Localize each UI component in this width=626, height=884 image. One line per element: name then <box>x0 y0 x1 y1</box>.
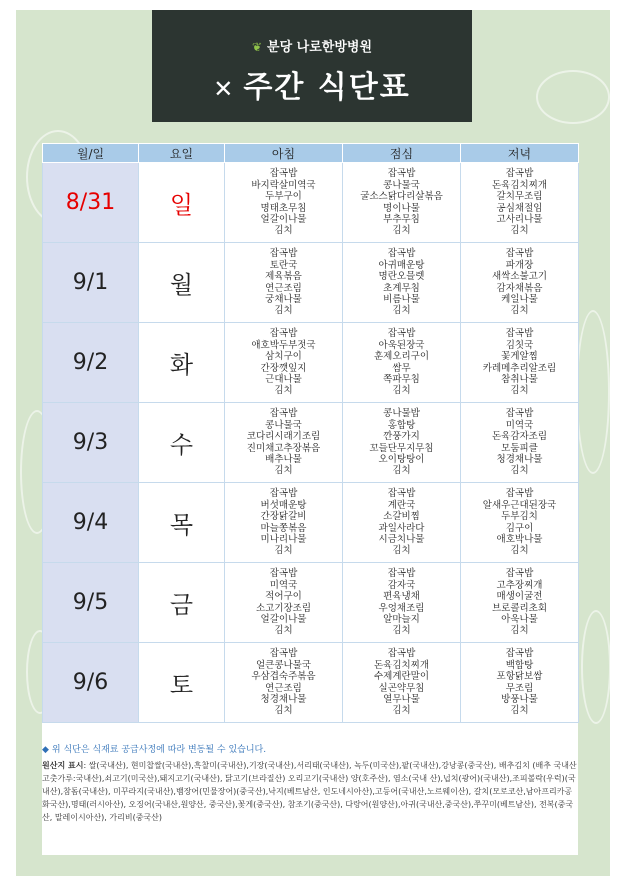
menu-item: 적어구이 <box>265 591 302 603</box>
diamond-icon: ◆ <box>42 745 49 755</box>
menu-item: 김치 <box>392 705 411 717</box>
menu-item: 명란오믈렛 <box>378 271 425 283</box>
menu-item: 잡곡밥 <box>505 408 534 420</box>
weekly-menu-table <box>42 143 579 723</box>
menu-item: 미역국 <box>505 419 534 431</box>
table-row <box>43 483 579 563</box>
table-row <box>43 563 579 643</box>
date-cell: 9/6 <box>43 643 139 723</box>
menu-item: 갈치무조림 <box>496 191 543 203</box>
menu-item: 잡곡밥 <box>387 168 416 180</box>
menu-item: 청경채나물 <box>260 693 307 705</box>
menu-item: 열무나물 <box>383 693 420 705</box>
menu-item: 감자채볶음 <box>496 282 543 294</box>
menu-item: 미나리나물 <box>260 533 307 545</box>
menu-item: 공심채절임 <box>496 202 543 214</box>
column-header-breakfast: 아침 <box>225 144 343 163</box>
menu-item: 얼갈이나물 <box>260 613 307 625</box>
menu-item: 고사리나물 <box>496 213 543 225</box>
menu-item: 실곤약무침 <box>378 682 425 694</box>
menu-item: 잡곡밥 <box>387 648 416 660</box>
menu-item: 바지락살미역국 <box>251 179 316 191</box>
weekday-cell: 일 <box>139 163 225 243</box>
menu-item: 훈제오리구이 <box>373 351 430 363</box>
notes-section <box>42 744 578 824</box>
dinner-cell <box>461 563 579 643</box>
menu-item: 잡곡밥 <box>269 488 298 500</box>
menu-item: 콩나물국 <box>383 179 420 191</box>
decoration-circle <box>576 310 610 474</box>
menu-item: 포항닭보쌈 <box>496 671 543 683</box>
menu-item: 김치 <box>274 705 293 717</box>
menu-item: 깐풍가지 <box>383 431 420 443</box>
menu-item: 알마늘지 <box>383 613 420 625</box>
header-banner <box>152 10 472 122</box>
menu-item: 편육냉채 <box>383 591 420 603</box>
menu-item: 잡곡밥 <box>269 648 298 660</box>
menu-item: 배추나물 <box>265 453 302 465</box>
lunch-cell <box>343 163 461 243</box>
menu-item: 잡곡밥 <box>269 568 298 580</box>
menu-item: 김치 <box>510 225 529 237</box>
menu-item: 김치 <box>510 385 529 397</box>
menu-item: 케일나물 <box>501 293 538 305</box>
utensils-icon: ✕ <box>213 74 236 103</box>
menu-item: 얼갈이나물 <box>260 213 307 225</box>
menu-item: 매생이굴전 <box>496 591 543 603</box>
table-row <box>43 323 579 403</box>
menu-item: 간장깻잎지 <box>260 362 307 374</box>
lunch-cell <box>343 243 461 323</box>
menu-item: 얼큰콩나물국 <box>255 659 312 671</box>
breakfast-cell <box>225 483 343 563</box>
menu-item: 명이나물 <box>383 202 420 214</box>
column-header-lunch: 점심 <box>343 144 461 163</box>
menu-item: 진미채고추장볶음 <box>246 442 321 454</box>
menu-item: 김치 <box>274 385 293 397</box>
breakfast-cell <box>225 403 343 483</box>
weekday-cell: 수 <box>139 403 225 483</box>
menu-item: 꽃게알찜 <box>501 351 538 363</box>
menu-item: 명태초무침 <box>260 202 307 214</box>
weekday-cell: 토 <box>139 643 225 723</box>
menu-item: 잡곡밥 <box>269 328 298 340</box>
menu-item: 토란국 <box>269 259 298 271</box>
menu-item: 두부김치 <box>501 511 538 523</box>
menu-item: 김치 <box>392 465 411 477</box>
menu-item: 김치 <box>392 385 411 397</box>
page-title <box>152 62 472 106</box>
menu-item: 김치 <box>274 465 293 477</box>
menu-item: 잡곡밥 <box>505 488 534 500</box>
page-title-text: 주간 식단표 <box>243 70 411 105</box>
menu-item: 쌈무 <box>392 362 411 374</box>
menu-item: 잡곡밥 <box>505 648 534 660</box>
date-cell: 9/4 <box>43 483 139 563</box>
menu-item: 잡곡밥 <box>269 408 298 420</box>
menu-item: 연근조림 <box>265 682 302 694</box>
menu-item: 콩나물밥 <box>383 408 420 420</box>
menu-item: 김치 <box>510 625 529 637</box>
menu-item: 김치 <box>392 305 411 317</box>
menu-item: 김치 <box>510 705 529 717</box>
date-cell: 9/5 <box>43 563 139 643</box>
weekday-cell: 금 <box>139 563 225 643</box>
notice-line <box>42 744 578 757</box>
lunch-cell <box>343 483 461 563</box>
menu-item: 돈육감자조림 <box>491 431 548 443</box>
menu-item: 김치 <box>392 225 411 237</box>
menu-item: 김치 <box>274 625 293 637</box>
column-header-date: 월/일 <box>43 144 139 163</box>
menu-item: 무조림 <box>505 682 534 694</box>
menu-item: 아욱나물 <box>501 613 538 625</box>
hospital-name <box>152 36 472 55</box>
menu-item: 김치 <box>510 545 529 557</box>
table-header-row <box>43 144 579 163</box>
breakfast-cell <box>225 563 343 643</box>
column-header-day: 요일 <box>139 144 225 163</box>
menu-item: 꼬들단무지무침 <box>369 442 434 454</box>
menu-item: 잡곡밥 <box>387 248 416 260</box>
table-row <box>43 243 579 323</box>
menu-item: 잡곡밥 <box>505 328 534 340</box>
menu-item: 우엉채조림 <box>378 602 425 614</box>
menu-item: 근대나물 <box>265 373 302 385</box>
menu-item: 방풍나물 <box>501 693 538 705</box>
dinner-cell <box>461 163 579 243</box>
menu-item: 알새우근대된장국 <box>482 499 557 511</box>
weekday-cell: 월 <box>139 243 225 323</box>
origin-label: 원산지 표시 <box>42 761 84 770</box>
menu-item: 새싹소불고기 <box>491 271 548 283</box>
dinner-cell <box>461 643 579 723</box>
origin-text: : 쌀(국내산), 현미찹쌀(국내산),흑찰미(국내산),기장(국내산),서리태(국내산), 녹두(미국산),팥(국내산),강낭콩(중국산), 배추김치 (배추 국내산 고춧가루:국내산),쇠고기(미국산),돼지고기(국내산), 닭고기(브라질산) 오리고기(국내산) 양(호주산), 염소(국내 산),넙치(광어)(국내산),조피볼락(우럭)(국내산),참돔(국내산), 미꾸라지(국내산),뱀장어(민물장어)(중국산),낙지(베트남산, 인도네시아산),고등어(국내산,노르웨이산), 갈치(모로코산,남아프리카공화국산),명태(러시아산), 오징어(국내산,원양산, 중국산),꽃게(중국산), 참조기(중국산), 다랑어(원양산),아귀(국내산,중국산),쭈꾸미(베트남산), 전복(중국산, 말레이시아산), 가리비(중국산) <box>42 761 577 822</box>
decoration-circle <box>581 610 611 724</box>
menu-item: 아욱된장국 <box>378 339 425 351</box>
table-row <box>43 403 579 483</box>
menu-item: 김구이 <box>505 522 534 534</box>
menu-item: 소갈비찜 <box>383 511 420 523</box>
menu-item: 마늘쫑볶음 <box>260 522 307 534</box>
menu-item: 잡곡밥 <box>505 568 534 580</box>
notice-text: 위 식단은 식재료 공급사정에 따라 변동될 수 있습니다. <box>51 745 267 755</box>
menu-item: 초계무침 <box>383 282 420 294</box>
menu-item: 카레메추리알조림 <box>482 362 557 374</box>
menu-item: 브로콜리초회 <box>491 602 548 614</box>
menu-item: 김칫국 <box>505 339 534 351</box>
menu-item: 잡곡밥 <box>387 488 416 500</box>
dinner-cell <box>461 483 579 563</box>
menu-item: 콩나물국 <box>265 419 302 431</box>
date-cell: 9/1 <box>43 243 139 323</box>
menu-item: 제육볶음 <box>265 271 302 283</box>
menu-item: 코다리시래기조림 <box>246 431 321 443</box>
lunch-cell <box>343 403 461 483</box>
menu-item: 김치 <box>274 225 293 237</box>
menu-item: 잡곡밥 <box>387 328 416 340</box>
table-row <box>43 643 579 723</box>
menu-item: 궁채나물 <box>265 293 302 305</box>
menu-item: 아귀매운탕 <box>378 259 425 271</box>
menu-item: 백합탕 <box>505 659 534 671</box>
menu-item: 김치 <box>274 545 293 557</box>
date-cell: 9/2 <box>43 323 139 403</box>
menu-item: 간장닭갈비 <box>260 511 307 523</box>
menu-item: 잡곡밥 <box>387 568 416 580</box>
breakfast-cell <box>225 243 343 323</box>
weekday-cell: 화 <box>139 323 225 403</box>
menu-item: 부추무침 <box>383 213 420 225</box>
menu-item: 청경채나물 <box>496 453 543 465</box>
menu-item: 파개장 <box>505 259 534 271</box>
menu-item: 과일사라다 <box>378 522 425 534</box>
menu-item: 버섯매운탕 <box>260 499 307 511</box>
dinner-cell <box>461 323 579 403</box>
menu-item: 잡곡밥 <box>505 248 534 260</box>
menu-item: 두부구이 <box>265 191 302 203</box>
menu-item: 김치 <box>510 465 529 477</box>
origin-info <box>42 759 578 824</box>
weekday-cell: 목 <box>139 483 225 563</box>
menu-item: 우삼겹숙주볶음 <box>251 671 316 683</box>
menu-item: 굴소스닭다리살볶음 <box>360 191 443 203</box>
menu-item: 잡곡밥 <box>269 248 298 260</box>
dinner-cell <box>461 243 579 323</box>
menu-item: 김치 <box>392 545 411 557</box>
leaf-icon: ❦ <box>251 40 263 54</box>
menu-item: 시금치나물 <box>378 533 425 545</box>
table-row <box>43 163 579 243</box>
menu-item: 미역국 <box>269 579 298 591</box>
menu-item: 삼치구이 <box>265 351 302 363</box>
menu-item: 비름나물 <box>383 293 420 305</box>
date-cell: 9/3 <box>43 403 139 483</box>
breakfast-cell <box>225 643 343 723</box>
menu-item: 애호박두부젓국 <box>251 339 316 351</box>
menu-item: 애호박나물 <box>496 533 543 545</box>
menu-item: 수제계란말이 <box>373 671 430 683</box>
menu-item: 돈육김치찌개 <box>373 659 430 671</box>
menu-item: 소고기장조림 <box>255 602 312 614</box>
menu-item: 오이탕탕이 <box>378 453 425 465</box>
menu-item: 고추장찌개 <box>496 579 543 591</box>
menu-item: 김치 <box>392 625 411 637</box>
menu-item: 연근조림 <box>265 282 302 294</box>
menu-item: 김치 <box>274 305 293 317</box>
menu-item: 김치 <box>510 305 529 317</box>
decoration-circle <box>536 70 610 124</box>
hospital-name-text: 분당 나로한방병원 <box>267 40 373 55</box>
dinner-cell <box>461 403 579 483</box>
breakfast-cell <box>225 163 343 243</box>
menu-item: 잡곡밥 <box>505 168 534 180</box>
menu-item: 감자국 <box>387 579 416 591</box>
menu-item: 홍합탕 <box>387 419 416 431</box>
lunch-cell <box>343 643 461 723</box>
date-cell: 8/31 <box>43 163 139 243</box>
lunch-cell <box>343 563 461 643</box>
menu-item: 계란국 <box>387 499 416 511</box>
menu-item: 쪽파무침 <box>383 373 420 385</box>
lunch-cell <box>343 323 461 403</box>
menu-item: 잡곡밥 <box>269 168 298 180</box>
menu-item: 돈육김치찌개 <box>491 179 548 191</box>
breakfast-cell <box>225 323 343 403</box>
column-header-dinner: 저녁 <box>461 144 579 163</box>
menu-item: 참취나물 <box>501 373 538 385</box>
menu-item: 모둠피클 <box>501 442 538 454</box>
